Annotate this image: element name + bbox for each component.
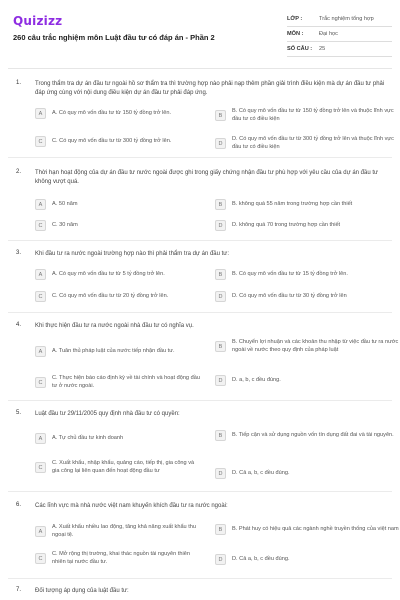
option-b[interactable] (215, 108, 400, 123)
option-a[interactable] (35, 433, 202, 444)
option-a[interactable] (35, 269, 202, 280)
option-text: A. Tuân thủ pháp luật của nước tiếp nhận đầu tư. (52, 347, 175, 354)
option-c[interactable] (35, 375, 202, 390)
meta-subject-key: MÔN : (287, 31, 304, 37)
option-text: D. Có quy mô vốn đầu tư từ 300 tỷ đồng trở lên và thuộc lĩnh vực đầu tư có điều kiện (232, 136, 394, 150)
option-letter-box: D (215, 291, 226, 302)
question-text: Trong thẩm tra dự án đầu tư ngoài hồ sơ thẩm tra thì trường hợp nào phải nạp thêm phần giải trình điều kiện mà dự án đầu tư phải đáp ứng cùng với nội dung điều kiện dự án đầu tư phải đáp ứng. (35, 81, 385, 96)
option-d[interactable] (215, 291, 400, 302)
option-letter-box: C (35, 462, 46, 473)
question-divider (8, 578, 392, 579)
option-text: C. Mở rộng thị trường, khai thác nguồn tài nguyên thiên nhiên tại nước đầu tư. (52, 551, 190, 565)
option-text: C. Thực hiện báo cáo định kỳ về tài chính và hoạt động đầu tư ở nước ngoài. (52, 375, 200, 389)
option-letter-box: C (35, 136, 46, 147)
option-letter-box: A (35, 199, 46, 210)
option-c[interactable] (35, 291, 202, 302)
option-d[interactable] (215, 468, 400, 479)
worksheet-meta (287, 12, 392, 57)
option-text: D. không quá 70 trong trường hợp cần thiết (232, 221, 341, 228)
quizizz-logo: Quizizz (13, 14, 63, 28)
option-letter-box: B (215, 341, 226, 352)
option-text: C. Có quy mô vốn đầu tư từ 20 tỷ đồng trở lên. (52, 292, 169, 299)
option-c[interactable] (35, 460, 202, 475)
option-letter-box: A (35, 526, 46, 537)
meta-subject-row (287, 27, 392, 42)
option-b[interactable] (215, 524, 400, 535)
question-number: 6. (16, 502, 22, 508)
option-letter-box: A (35, 433, 46, 444)
question-text: Luật đầu tư 29/11/2005 quy định nhà đầu tư có quyền: (35, 411, 180, 417)
option-a[interactable] (35, 199, 202, 210)
option-b[interactable] (215, 269, 400, 280)
option-letter-box: C (35, 553, 46, 564)
option-letter-box: C (35, 220, 46, 231)
question-text: Thời hạn hoạt động của dự án đầu tư nước ngoài được ghi trong giấy chứng nhận đầu tư phù hợp với yêu cầu của dự án đầu tư không vượt quá. (35, 170, 379, 185)
worksheet-header (0, 0, 400, 66)
option-a[interactable] (35, 524, 202, 539)
option-text: B. không quá 55 năm trong trường hợp cần thiết (232, 200, 353, 207)
option-text: A. Tự chủ đầu tư kinh doanh (52, 434, 124, 441)
option-letter-box: B (215, 269, 226, 280)
option-d[interactable] (215, 554, 400, 565)
option-b[interactable] (215, 430, 400, 441)
option-letter-box: D (215, 468, 226, 479)
option-letter-box: B (215, 524, 226, 535)
question-text: Khi đầu tư ra nước ngoài trường hợp nào thì phải thẩm tra dự án đầu tư: (35, 251, 229, 257)
question-divider (8, 312, 392, 313)
question-number: 1. (16, 80, 22, 86)
option-b[interactable] (215, 199, 400, 210)
option-text: B. Có quy mô vốn đầu tư từ 150 tỷ đồng trở lên và thuộc lĩnh vực đầu tư có điều kiện (232, 108, 394, 122)
option-text: C. 30 năm (52, 221, 78, 228)
option-letter-box: C (35, 377, 46, 388)
option-c[interactable] (35, 136, 202, 147)
option-letter-box: A (35, 269, 46, 280)
option-letter-box: B (215, 430, 226, 441)
question-divider (8, 240, 392, 241)
option-a[interactable] (35, 108, 202, 119)
question-text: Khi thực hiện đầu tư ra nước ngoài nhà đầu tư có nghĩa vụ. (35, 323, 194, 329)
option-b[interactable] (215, 339, 400, 354)
option-d[interactable] (215, 220, 400, 231)
option-letter-box: B (215, 199, 226, 210)
option-text: D. Cả a, b, c đều đúng. (232, 555, 290, 562)
option-text: B. Tiếp cận và sử dụng nguồn vốn tín dụng đất đai và tài nguyên. (232, 431, 394, 438)
meta-subject-value: Đại học (319, 31, 338, 37)
meta-count-row (287, 42, 392, 57)
option-text: A. Có quy mô vốn đầu tư từ 5 tỷ đồng trở lên. (52, 270, 165, 277)
option-text: B. Chuyển lợi nhuận và các khoản thu nhập từ việc đầu tư ra nước ngoài về nước theo quy định của pháp luật (232, 339, 399, 353)
meta-class-key: LỚP : (287, 16, 303, 22)
option-d[interactable] (215, 375, 400, 386)
meta-class-value: Trắc nghiệm tổng hợp (319, 16, 374, 22)
option-letter-box: D (215, 138, 226, 149)
option-letter-box: C (35, 291, 46, 302)
option-text: D. a, b, c đều đúng. (232, 376, 281, 383)
option-c[interactable] (35, 551, 202, 566)
question-number: 2. (16, 169, 22, 175)
header-divider (8, 68, 392, 69)
option-letter-box: D (215, 554, 226, 565)
option-a[interactable] (35, 346, 202, 357)
option-letter-box: A (35, 108, 46, 119)
meta-class-row (287, 12, 392, 27)
question-divider (8, 157, 392, 158)
option-letter-box: D (215, 375, 226, 386)
meta-count-key: SỐ CÂU : (287, 46, 313, 52)
option-text: C. Xuất khẩu, nhập khẩu, quảng cáo, tiếp thị, gia công và gia công lại liên quan đến hoạt động đầu tư (52, 460, 195, 474)
option-c[interactable] (35, 220, 202, 231)
question-text: Các lĩnh vực mà nhà nước việt nam khuyến khích đầu tư ra nước ngoài: (35, 503, 228, 509)
question-number: 4. (16, 322, 22, 328)
question-number: 7. (16, 587, 22, 593)
question-divider (8, 491, 392, 492)
option-text: D. Cả a, b, c đều đúng. (232, 469, 290, 476)
option-letter-box: D (215, 220, 226, 231)
option-text: A. Xuất khẩu nhiều lao động, tăng khả năng xuất khẩu thu ngoại tệ. (52, 524, 196, 538)
option-text: D. Có quy mô vốn đầu tư từ 30 tỷ đồng trở lên (232, 292, 347, 299)
option-letter-box: A (35, 346, 46, 357)
question-text: Đối tượng áp dụng của luật đầu tư: (35, 588, 129, 594)
option-letter-box: B (215, 110, 226, 121)
question-number: 5. (16, 410, 22, 416)
option-text: C. Có quy mô vốn đầu tư từ 300 tỷ đồng trở lên. (52, 137, 172, 144)
option-text: B. Phát huy có hiệu quả các ngành nghề truyền thống của việt nam (232, 525, 399, 532)
page-title: 260 câu trắc nghiệm môn Luật đầu tư có đáp án - Phần 2 (13, 33, 215, 42)
option-text: A. Có quy mô vốn đầu tư từ 150 tỷ đồng trở lên. (52, 109, 172, 116)
option-text: B. Có quy mô vốn đầu tư từ 15 tỷ đồng trở lên. (232, 270, 348, 277)
question-number: 3. (16, 250, 22, 256)
question-divider (8, 400, 392, 401)
option-text: A. 50 năm (52, 200, 78, 207)
meta-count-value: 25 (319, 46, 326, 52)
option-d[interactable] (215, 136, 400, 151)
